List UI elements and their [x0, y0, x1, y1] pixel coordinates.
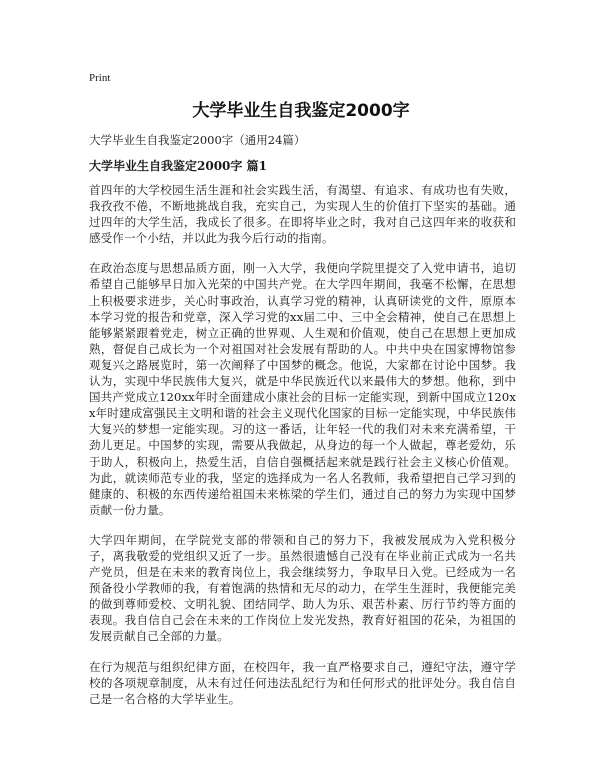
paragraph-1: 首四年的大学校园生活生涯和社会实践生活，有渴望、有追求、有成功也有失败，我孜孜不倦，不断地挑战自我，充实自己，为实现人生的价值打下坚实的基础。通过四年的大学生活，我成长了很多。在即将毕业之时，我对自己这四年来的收获和感受作一个小结，并以此为我今后行动的指南。: [89, 183, 516, 246]
paragraph-2: 在政治态度与思想品质方面，刚一入大学，我便向学院里提交了入党申请书，追切希望自己能够早日加入光荣的中国共产党。在大学四年期间，我毫不松懈，在思想上积极要求进步，关心时事政治，认真学习党的精神，认真研读党的文件，原原本本学习党的报告和党章，深入学习党的xx届二中、三中全会精神，使自己在思想上能够紧紧跟着党走，树立正确的世界观、人生观和价值观，使自己在思想上更加成熟，督促自己成长为一个对祖国对社会发展有帮助的人。中共中央在国家博物馆参观复兴之路展览时，第一次阐释了中国梦的概念。他说，大家都在讨论中国梦。我认为，实现中华民族伟大复兴，就是中华民族近代以来最伟大的梦想。他称，到中国共产党成立120xx年时全面建成小康社会的目标一定能实现，到新中国成立120xx年时建成富强民主文明和谐的社会主义现代化国家的目标一定能实现，中华民族伟大复兴的梦想一定能实现。习的这一番话，让年轻一代的我们对未来充满希望，干劲儿更足。中国梦的实现，需要从我做起，从身边的每一个人做起，尊老爱幼，乐于助人，积极向上，热爱生活，自信自强概括起来就是践行社会主义核心价值观。为此，就读师范专业的我，坚定的选择成为一名人名教师，我希望把自己学习到的健康的、积极的东西传递给祖国未来栋梁的学生们，通过自己的努力为实现中国梦贡献一份力量。: [89, 261, 516, 517]
body-text: [89, 182, 516, 721]
paragraph-3: 大学四年期间，在学院党支部的带领和自己的努力下，我被发展成为入党积极分子，离我敬爱的党组织又近了一步。虽然很遗憾自己没有在毕业前正式成为一名共产党员，但是在未来的教育岗位上，我会继续努力，争取早日入党。已经成为一名预备役小学教师的我，有着饱满的热情和无尽的动力，在学生生涯时，我便能完美的做到尊师爱校、文明礼貌、团结同学、助人为乐、艰苦朴素、厉行节约等方面的表现。我自信自己会在未来的工作岗位上发光发热，教育好祖国的花朵，为祖国的发展贡献自己全部的力量。: [89, 532, 516, 644]
page-title: 大学毕业生自我鉴定2000字: [192, 101, 410, 121]
paragraph-4: 在行为规范与组织纪律方面，在校四年，我一直严格要求自己，遵纪守法，遵守学校的各项规章制度，从未有过任何违法乱纪行为和任何形式的批评处分。我自信自己是一名合格的大学毕业生。: [89, 659, 516, 706]
section-heading: 大学毕业生自我鉴定2000字 篇1: [89, 159, 267, 173]
document-subtitle: 大学毕业生自我鉴定2000字（通用24篇）: [89, 133, 306, 147]
print-link[interactable]: Print: [89, 72, 111, 84]
